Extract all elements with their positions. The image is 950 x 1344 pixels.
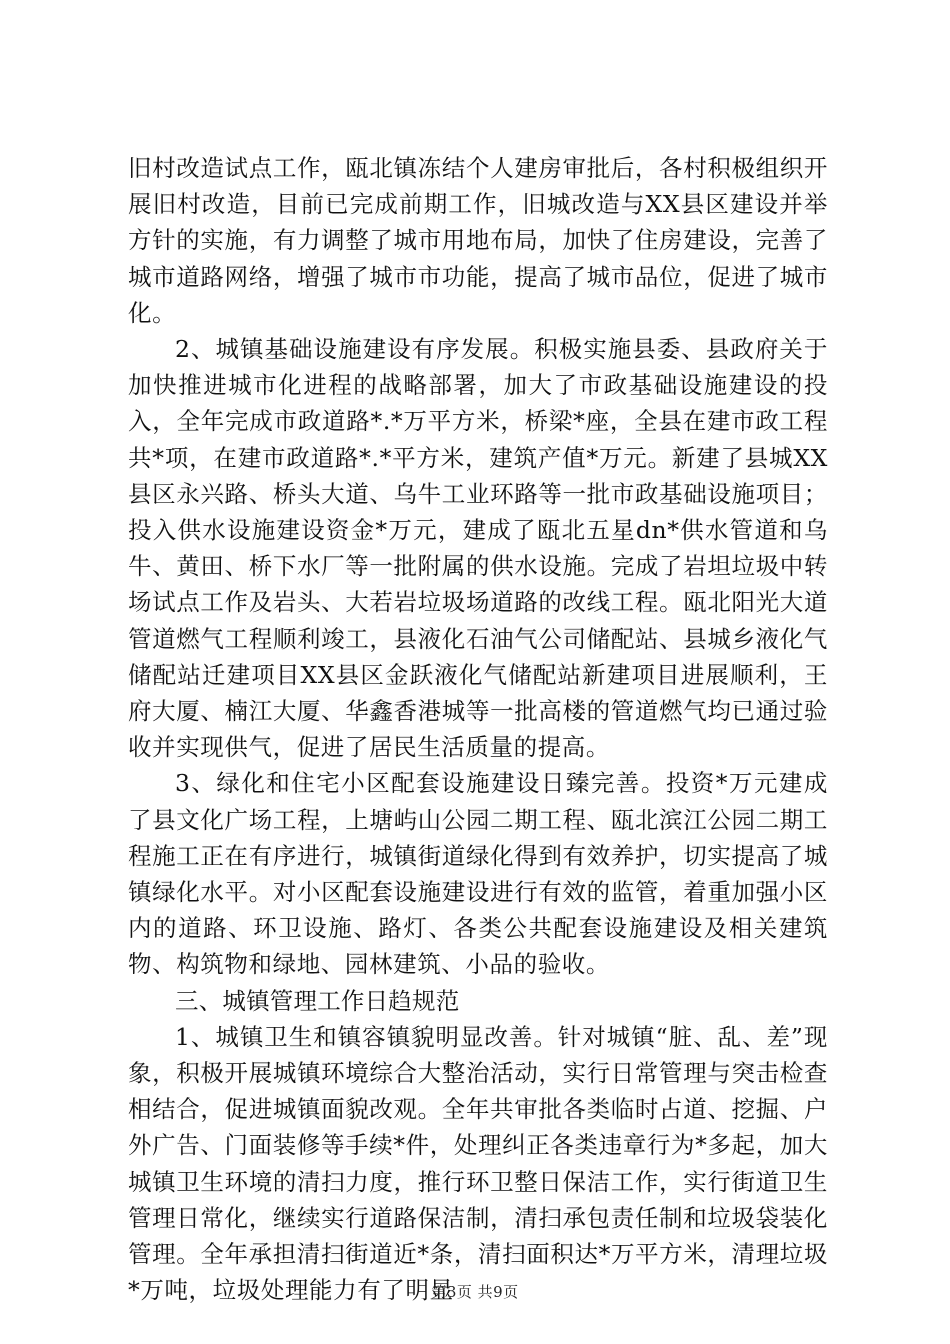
paragraph-infrastructure: 2、城镇基础设施建设有序发展。积极实施县委、县政府关于加快推进城市化进程的战略部署，加大了市政基础设施建设的投入，全年完成市政道路*.*万平方米，桥梁*座，全县在建市政工程共*项，在建市政道路*.*平方米，建筑产值*万元。新建了县城XX县区永兴路、桥头大道、乌牛工业环路等一批市政基础设施项目；投入供水设施建设资金*万元，建成了瓯北五星dn*供水管道和乌牛、黄田、桥下水厂等一批附属的供水设施。完成了岩坦垃圾中转场试点工作及岩头、大若岩垃圾场道路的改线工程。瓯北阳光大道管道燃气工程顺利竣工，县液化石油气公司储配站、县城乡液化气储配站迁建项目XX县区金跃液化气储配站新建项目进展顺利，王府大厦、楠江大厦、华鑫香港城等一批高楼的管道燃气均已通过验收并实现供气，促进了居民生活质量的提高。 — [128, 335, 828, 762]
document-body — [128, 150, 828, 1309]
paragraph-continuation: 旧村改造试点工作，瓯北镇冻结个人建房审批后，各村积极组织开展旧村改造，目前已完成前期工作，旧城改造与XX县区建设并举方针的实施，有力调整了城市用地布局，加快了住房建设，完善了城市道路网络，增强了城市市功能，提高了城市品位，促进了城市化。 — [128, 154, 828, 327]
paragraph-greening: 3、绿化和住宅小区配套设施建设日臻完善。投资*万元建成了县文化广场工程，上塘屿山公园二期工程、瓯北滨江公园二期工程施工正在有序进行，城镇街道绿化得到有效养护，切实提高了城镇绿化水平。对小区配套设施建设进行有效的监管，着重加强小区内的道路、环卫设施、路灯、各类公共配套设施建设及相关建筑物、构筑物和绿地、园林建筑、小品的验收。 — [128, 769, 828, 979]
paragraph-sanitation: 1、城镇卫生和镇容镇貌明显改善。针对城镇“脏、乱、差”现象，积极开展城镇环境综合大整治活动，实行日常管理与突击检查相结合，促进城镇面貌改观。全年共审批各类临时占道、挖掘、户外广告、门面装修等手续*件，处理纠正各类违章行为*多起，加大城镇卫生环境的清扫力度，推行环卫整日保洁工作，实行街道卫生管理日常化，继续实行道路保洁制，清扫承包责任制和垃圾袋装化管理。全年承担清扫街道近*条，清扫面积达*万平方米，清理垃圾*万吨，垃圾处理能力有了明显 — [128, 1022, 828, 1305]
page-number-footer: 第3页 共9页 — [431, 1283, 519, 1301]
section-heading: 三、城镇管理工作日趋规范 — [175, 986, 460, 1015]
